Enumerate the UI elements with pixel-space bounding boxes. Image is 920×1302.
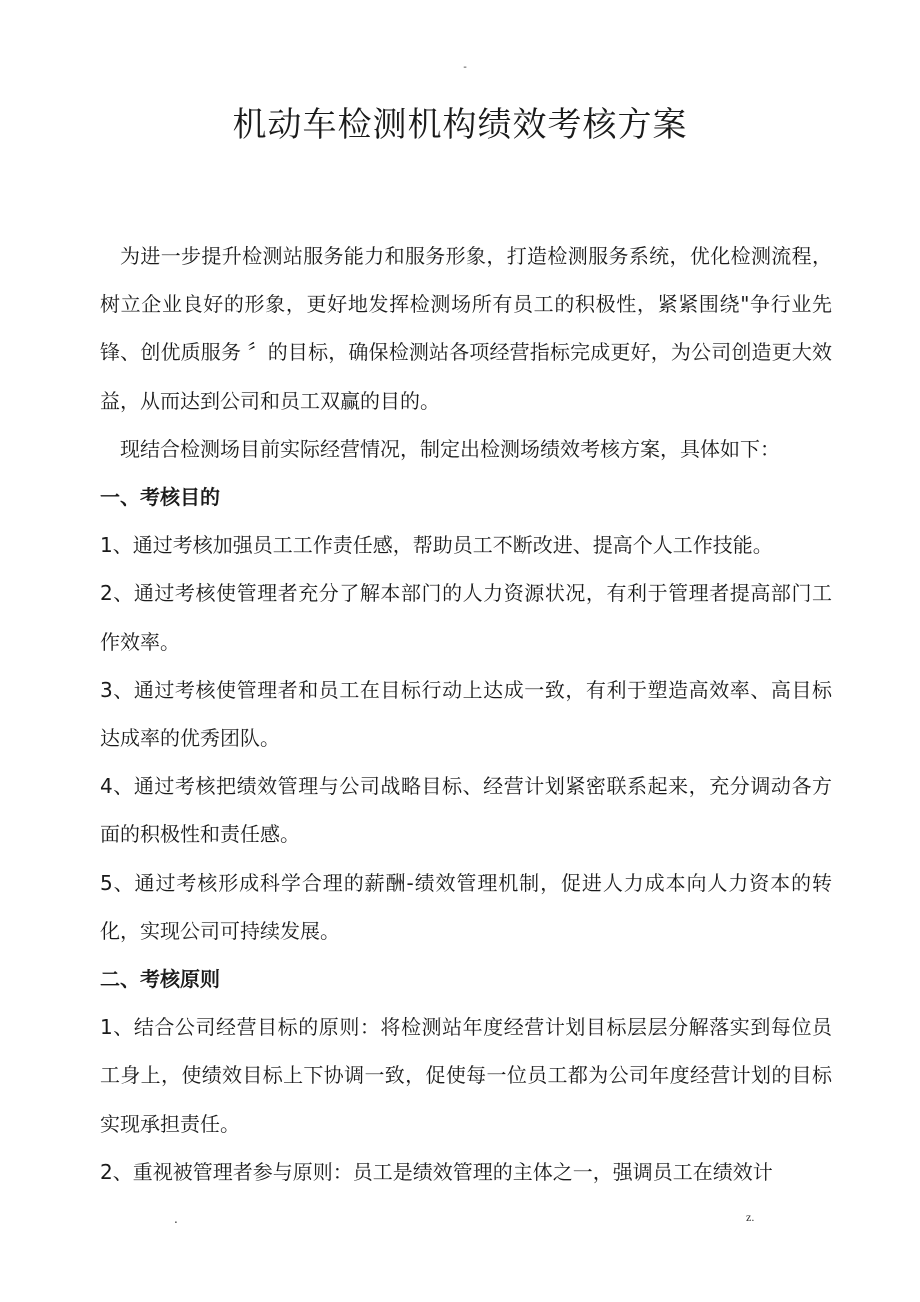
- section-heading-purpose: 一、考核目的: [100, 485, 220, 510]
- section-heading-principles: 二、考核原则: [100, 967, 220, 992]
- document-title: 机动车检测机构绩效考核方案: [232, 105, 688, 145]
- purpose-item-2: 2、通过考核使管理者充分了解本部门的人力资源状况，有利于管理者提高部门工作效率。: [100, 581, 832, 654]
- purpose-item-3: 3、通过考核使管理者和员工在目标行动上达成一致，有利于塑造高效率、高目标达成率的优秀团队。: [100, 677, 832, 751]
- intro-summary-paragraph: 现结合检测场目前实际经营情况，制定出检测场绩效考核方案，具体如下：: [120, 436, 780, 461]
- footer-left-mark: .: [174, 1212, 178, 1226]
- intro-paragraph: 为进一步提升检测站服务能力和服务形象，打造检测服务系统，优化检测流程，树立企业良好的形象，更好地发挥检测场所有员工的积极性，紧紧围绕"争行业先锋、创优质服务 〞的目标，确保检测站各项经营指标完成更好，为公司创造更大效益，从而达到公司和员工双赢的目的。: [100, 244, 832, 413]
- purpose-item-5: 5、通过考核形成科学合理的薪酬-绩效管理机制，促进人力成本向人力资本的转化，实现公司可持续发展。: [100, 870, 832, 943]
- principle-item-2: 2、重视被管理者参与原则：员工是绩效管理的主体之一，强调员工在绩效计: [100, 1159, 773, 1184]
- header-mark: -: [463, 62, 467, 73]
- footer-right-mark: z.: [746, 1210, 755, 1224]
- purpose-item-4: 4、通过考核把绩效管理与公司战略目标、经营计划紧密联系起来，充分调动各方面的积极性和责任感。: [100, 774, 832, 847]
- principle-item-1: 1、结合公司经营目标的原则：将检测站年度经营计划目标层层分解落实到每位员工身上，使绩效目标上下协调一致，促使每一位员工都为公司年度经营计划的目标实现承担责任。: [100, 1015, 832, 1136]
- document-body: [100, 232, 832, 1196]
- purpose-item-1: 1、通过考核加强员工工作责任感，帮助员工不断改进、提高个人工作技能。: [100, 533, 773, 558]
